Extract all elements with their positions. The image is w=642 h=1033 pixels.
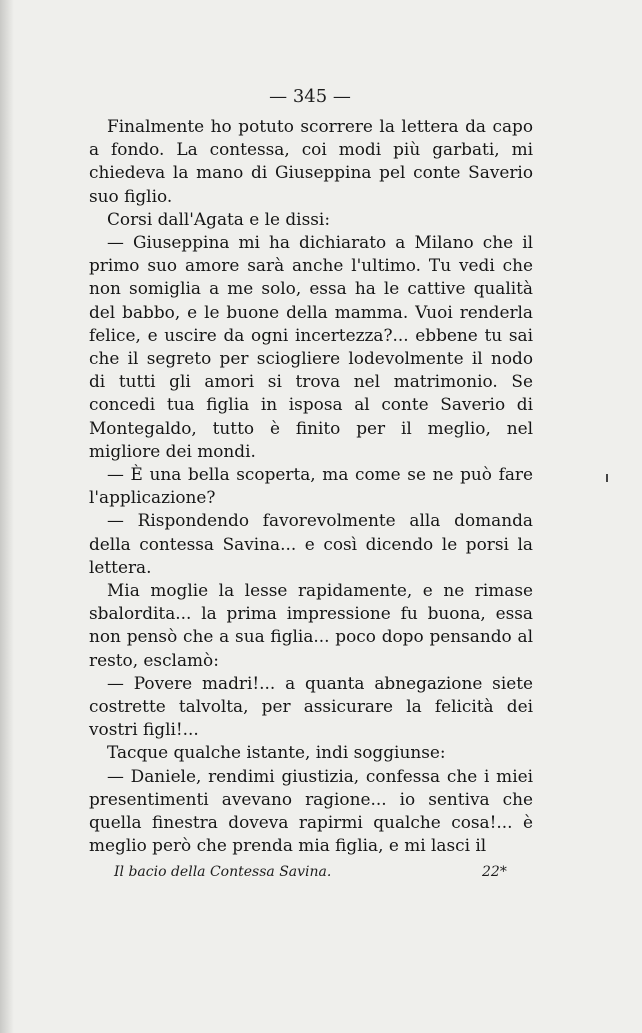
paragraph: — Giuseppina mi ha dichiarato a Milano che il primo suo amore sarà anche l'ultimo. Tu vedi che non somiglia a me solo, essa ha le cattive qualità del babbo, e le buone della mamma. Vuoi renderla felice, e uscire da ogni incertezza?... ebbene tu sai che il segreto per sciogliere lodevolmente il nodo di tutti gli amori si trova nel matrimonio. Se concedi tua figlia in isposa al conte Saverio di Montegaldo, tutto è finito per il meglio, nel migliore dei mondi. — [89, 232, 533, 461]
body-text — [89, 115, 533, 858]
page-number: — 345 — — [269, 86, 351, 107]
paragraph: — Rispondendo favorevolmente alla domanda della contessa Savina... e così dicendo le porsi la lettera. — [89, 510, 533, 577]
paragraph: — Daniele, rendimi giustizia, confessa che i miei presentimenti avevano ragione... io sentiva che quella finestra doveva rapirmi qualche cosa!... è meglio però che prenda mia figlia, e mi lasci il — [89, 765, 533, 856]
paragraph: — Povere madri!... a quanta abnegazione siete costrette talvolta, per assicurare la felicità dei vostri figli!... — [89, 672, 533, 740]
gutter-shadow — [0, 0, 14, 1033]
paragraph: Tacque qualche istante, indi soggiunse: — [107, 742, 446, 763]
footer-title: Il bacio della Contessa Savina. — [114, 864, 332, 880]
paragraph: Finalmente ho potuto scorrere la lettera da capo a fondo. La contessa, coi modi più garbati, mi chiedeva la mano di Giuseppina pel conte Saverio suo figlio. — [89, 116, 533, 206]
margin-mark — [606, 474, 608, 482]
paragraph: — È una bella scoperta, ma come se ne può fare l'applicazione? — [89, 464, 533, 508]
paragraph: Corsi dall'Agata e le dissi: — [107, 208, 331, 229]
signature-mark: 22* — [482, 864, 507, 880]
paragraph: Mia moglie la lesse rapidamente, e ne rimase sbalordita... la prima impressione fu buona, essa non pensò che a sua figlia... poco dopo pensando al resto, esclamò: — [89, 580, 533, 670]
